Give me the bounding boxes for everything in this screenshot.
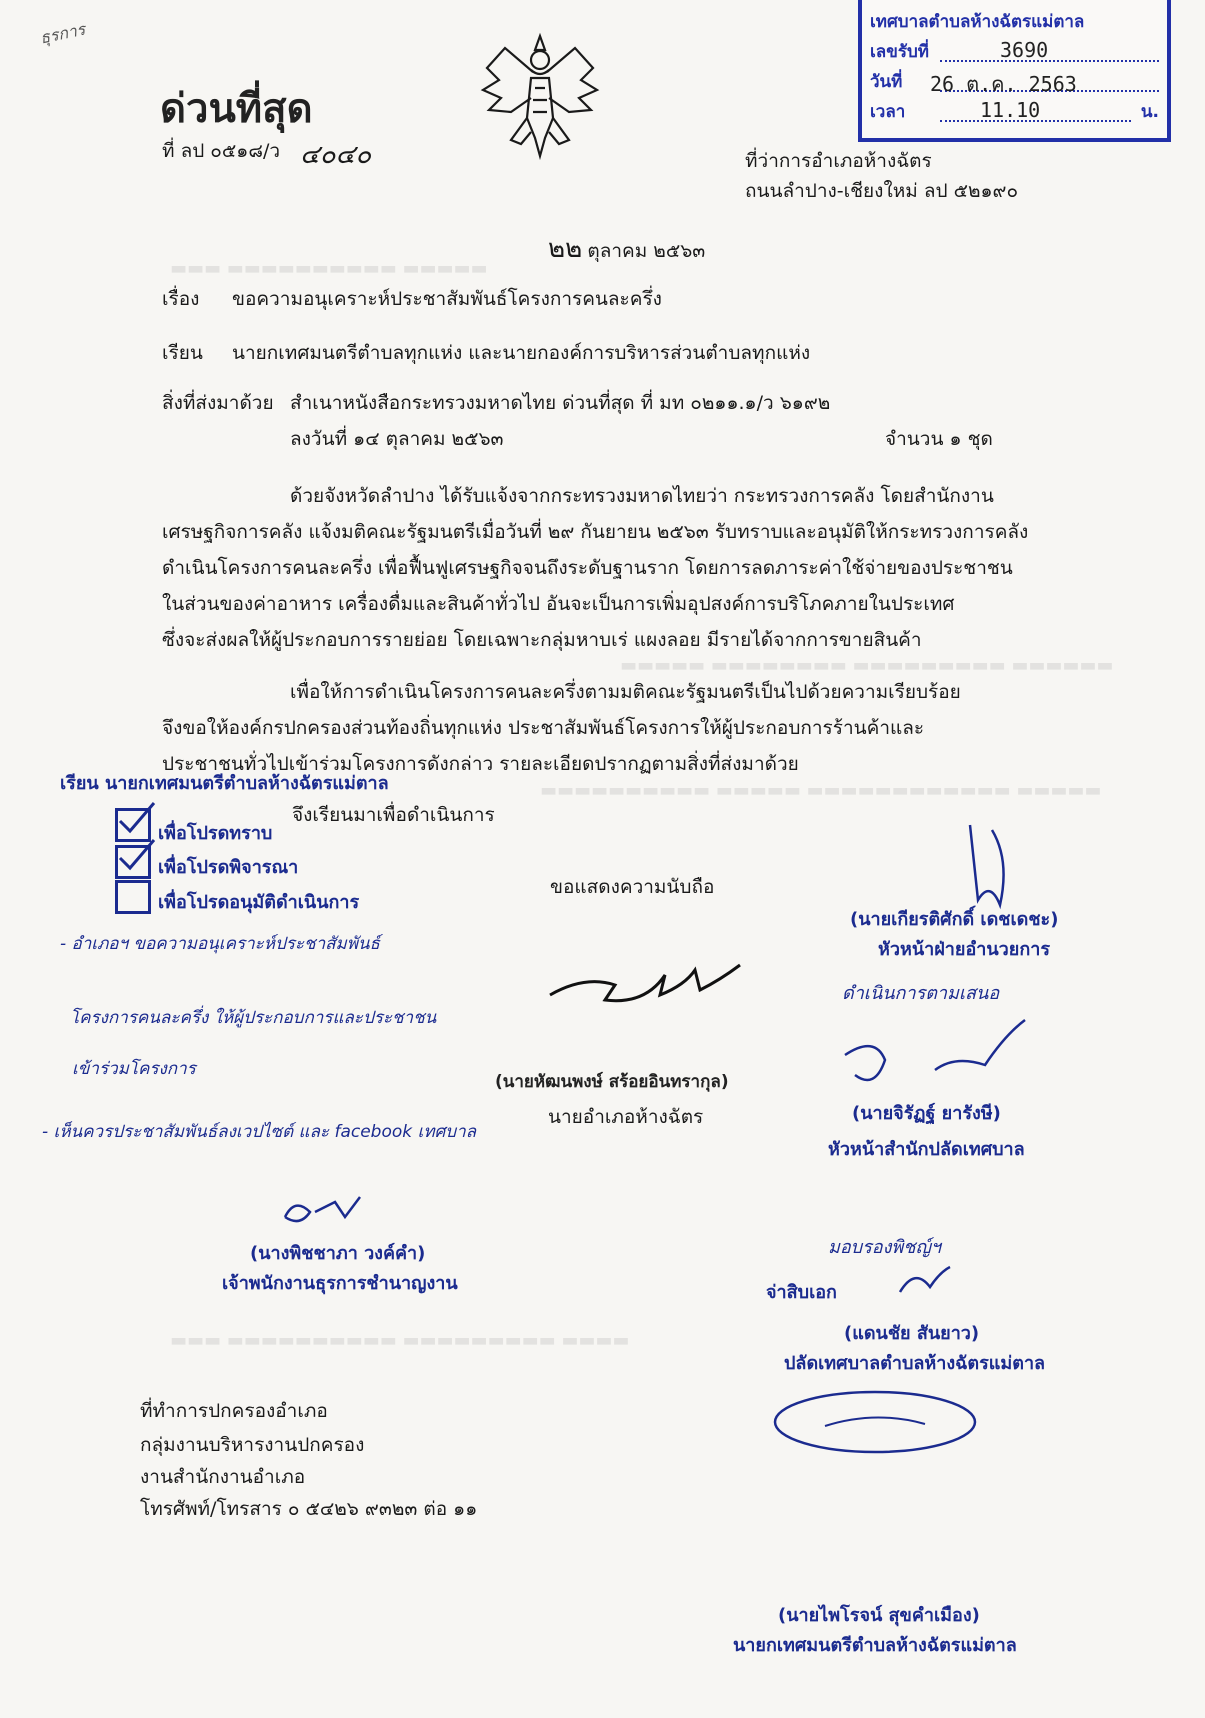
enclosure-line2: ลงวันที่ ๑๔ ตุลาคม ๒๕๖๓ [290,428,504,450]
handwritten-note-line: โครงการคนละครึ่ง ให้ผู้ประกอบการและประชาชน [70,1008,437,1028]
right-signer-4-title: นายกเทศมนตรีตำบลห้างฉัตรแม่ตาล [733,1635,1017,1656]
officer-signature [275,1192,365,1232]
handwritten-note-line: เข้าร่วมโครงการ [72,1059,196,1079]
stamp-number-value: 3690 [1000,38,1049,62]
paragraph-line: เศรษฐกิจการคลัง แจ้งมติคณะรัฐมนตรีเมื่อวันที่ ๒๙ กันยายน ๒๕๖๓ รับทราบและอนุมัติให้กระทรวงการคลัง [162,521,1029,543]
stamp-number-label: เลขรับที่ [870,42,929,62]
paragraph-line: ด้วยจังหวัดลำปาง ได้รับแจ้งจากกระทรวงมหาดไทยว่า กระทรวงการคลัง โดยสำนักงาน [290,485,994,507]
bleed-through-text: ▬▬▬▬▬ ▬▬▬▬▬▬▬▬ ▬▬▬▬▬▬▬▬▬ ▬▬▬▬▬▬ [620,655,1114,676]
checkbox-consider [115,845,151,879]
body-paragraph-2 [162,674,1032,782]
signature-mark [835,1015,1035,1095]
district-chief-name: (นายหัฒนพงษ์ สร้อยอินทรากุล) [495,1072,729,1092]
signature-mark [765,1380,995,1470]
paragraph-line: ซึ่งจะส่งผลให้ผู้ประกอบการรายย่อย โดยเฉพาะกลุ่มหาบเร่ แผงลอย มีรายได้จากการขายสินค้า [162,629,922,651]
office-address-line2: ถนนลำปาง-เชียงใหม่ ลป ๕๒๑๙๐ [745,180,1019,202]
stamp-time-unit: น. [1140,102,1159,122]
stamp-date-label: วันที่ [870,72,903,92]
right-signer-3-name: (แดนชัย สันยาว) [844,1323,980,1344]
right-signer-1-note: ดำเนินการตามเสนอ [842,983,1000,1004]
paragraph-line: จึงขอให้องค์กรปกครองส่วนท้องถิ่นทุกแห่ง ประชาสัมพันธ์โครงการให้ผู้ประกอบการร้านค้าและ [162,717,925,739]
office-address-line1: ที่ว่าการอำเภอห้างฉัตร [745,150,932,172]
signature-mark [950,820,1020,910]
stamp-org-row [870,8,1159,36]
right-signer-2-name: (นายจิรัฏฐ์ ยารังษี) [852,1103,1001,1124]
handwritten-note-line: - เห็นควรประชาสัมพันธ์ลงเวปไซต์ และ facebook เทศบาล [42,1122,477,1142]
right-signer-2-title: หัวหน้าสำนักปลัดเทศบาล [828,1139,1025,1160]
right-signer-3-title: ปลัดเทศบาลตำบลห้างฉัตรแม่ตาล [784,1353,1046,1374]
paragraph-line: ในส่วนของค่าอาหาร เครื่องดื่มและสินค้าทั่วไป อันจะเป็นการเพิ่มอุปสงค์การบริโภคภายในประเทศ [162,593,955,615]
right-signer-3-note: มอบรองพิชญ์ฯ [828,1237,941,1258]
routing-option-consider: เพื่อโปรดพิจารณา [158,857,299,878]
routing-option-acknowledge: เพื่อโปรดทราบ [158,823,273,844]
urgency-label: ด่วนที่สุด [160,86,313,132]
letter-date [548,228,705,269]
officer-name: (นางพิชชาภา วงค์คำ) [250,1243,426,1264]
routing-to-line: เรียน นายกเทศมนตรีตำบลห้างฉัตรแม่ตาล [60,773,389,794]
handwritten-note-line: - อำเภอฯ ขอความอนุเคราะห์ประชาสัมพันธ์ [60,934,380,954]
right-signer-1-name: (นายเกียรติศักดิ์ เดชเดชะ) [850,909,1059,930]
letter-date-day: ๒๒ [548,234,583,264]
paragraph-line: ดำเนินโครงการคนละครึ่ง เพื่อฟื้นฟูเศรษฐกิจจนถึงระดับฐานราก โดยการลดภาระค่าใช้จ่ายของประชาชน [162,557,1013,579]
reference-number: ๔๐๔๐ [300,140,372,170]
stamp-time-row [870,98,1159,126]
checkmark-icon [116,801,156,837]
district-chief-title: นายอำเภอห้างฉัตร [548,1106,704,1128]
receipt-stamp [858,0,1171,142]
footer-line: ที่ทำการปกครองอำเภอ [140,1400,328,1422]
body-paragraph-1 [162,478,1032,658]
bleed-through-text: ▬▬▬▬▬▬▬▬▬▬ ▬▬▬▬▬ ▬▬▬▬▬▬▬▬▬▬▬▬ ▬▬▬▬▬ [540,780,1102,801]
enclosure-count: จำนวน ๑ ชุด [885,428,993,450]
enclosure-label: สิ่งที่ส่งมาด้วย [162,392,274,414]
addressee-text: นายกเทศมนตรีตำบลทุกแห่ง และนายกองค์การบริหารส่วนตำบลทุกแห่ง [232,342,811,364]
enclosure-line1: สำเนาหนังสือกระทรวงมหาดไทย ด่วนที่สุด ที่ มท ๐๒๑๑.๑/ว ๖๑๙๒ [290,392,831,414]
stamp-date-value: 26 ต.ค. 2563 [930,72,1077,96]
bleed-through-text: ▬▬▬ ▬▬▬▬▬▬▬▬▬▬ ▬▬▬▬▬▬▬▬▬ ▬▬▬▬ [170,1330,630,1351]
stamp-date-row [870,68,1159,96]
stamp-org: เทศบาลตำบลห้างฉัตรแม่ตาล [870,12,1085,32]
corner-note: ธุรการ [38,19,87,48]
stamp-number-row [870,38,1159,66]
checkmark-icon [116,838,156,874]
right-signer-4-name: (นายไพโรจน์ สุขคำเมือง) [778,1605,980,1626]
right-signer-3-rank: จ่าสิบเอก [766,1282,837,1303]
checkbox-approve [115,880,151,914]
closing-line: จึงเรียนมาเพื่อดำเนินการ [292,804,495,826]
footer-line: โทรศัพท์/โทรสาร ๐ ๕๔๒๖ ๙๓๒๓ ต่อ ๑๑ [140,1498,478,1520]
officer-title: เจ้าพนักงานธุรการชำนาญงาน [222,1273,458,1294]
footer-line: กลุ่มงานบริหารงานปกครอง [140,1434,365,1456]
signature-mark [895,1262,955,1302]
letter-date-rest: ตุลาคม ๒๕๖๓ [587,240,706,262]
stamp-time-value: 11.10 [980,98,1041,122]
subject-text: ขอความอนุเคราะห์ประชาสัมพันธ์โครงการคนละครึ่ง [232,288,662,310]
routing-option-approve: เพื่อโปรดอนุมัติดำเนินการ [158,892,360,913]
footer-line: งานสำนักงานอำเภอ [140,1466,306,1488]
paragraph-line: เพื่อให้การดำเนินโครงการคนละครึ่งตามมติคณะรัฐมนตรีเป็นไปด้วยความเรียบร้อย [290,681,961,703]
paragraph-line: ประชาชนทั่วไปเข้าร่วมโครงการดังกล่าว รายละเอียดปรากฏตามสิ่งที่ส่งมาด้วย [162,753,799,775]
regards-line: ขอแสดงความนับถือ [550,876,715,898]
right-signer-1-title: หัวหน้าฝ่ายอำนวยการ [878,939,1051,960]
stamp-time-label: เวลา [870,102,906,122]
subject-label: เรื่อง [162,288,200,310]
reference-prefix: ที่ ลป ๐๕๑๘/ว [162,140,281,162]
checkbox-acknowledge [115,808,151,842]
garuda-emblem-icon [475,28,605,168]
addressee-label: เรียน [162,342,203,364]
bleed-through-text: ▬▬▬ ▬▬▬▬▬▬▬▬▬▬ ▬▬▬▬▬ [170,258,488,279]
district-chief-signature [545,955,745,1015]
